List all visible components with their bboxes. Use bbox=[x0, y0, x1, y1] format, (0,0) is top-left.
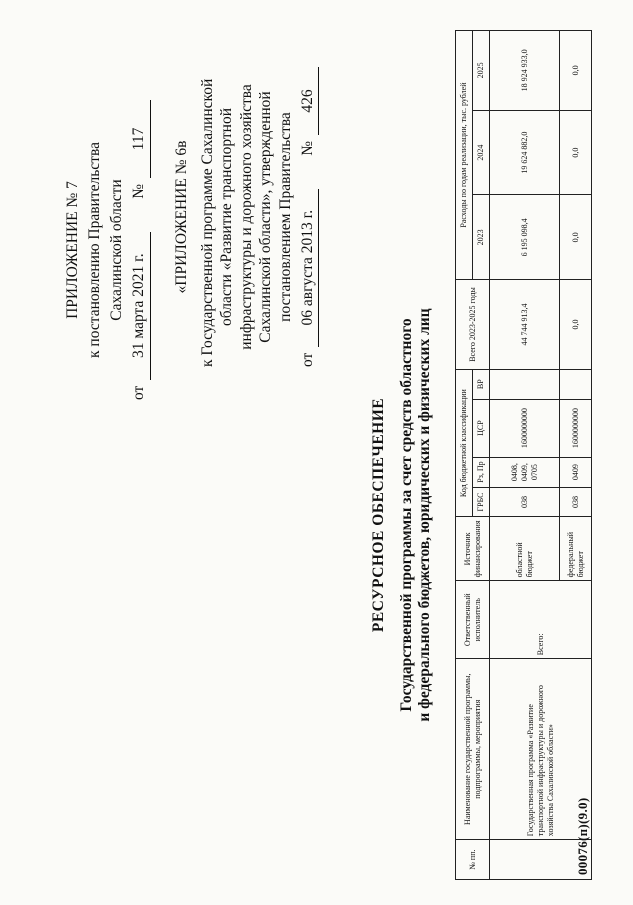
source-cell: областной бюджет bbox=[490, 517, 560, 581]
y2025-cell: 18 924 933,0 bbox=[490, 31, 560, 111]
header-name: Наименование государственной программы, подпрограммы, мероприятия bbox=[456, 659, 490, 840]
resource-table bbox=[455, 30, 592, 880]
program-name-cell: Государственная программа «Развитие транспортной инфраструктуры и дорожного хозяйства Сахалинской области» bbox=[490, 659, 592, 840]
header-2025: 2025 bbox=[473, 31, 490, 111]
document-code: 00076(п)(9.0) bbox=[575, 797, 590, 875]
csr-cell: 1600000000 bbox=[560, 399, 592, 457]
appendix-line-1: к постановлению Правительства bbox=[86, 142, 103, 358]
appendix-date: 31 марта 2021 г. bbox=[128, 232, 151, 380]
prev-appendix-date-row bbox=[298, 67, 319, 367]
y2024-cell: 19 624 882,0 bbox=[490, 110, 560, 195]
total-cell: 44 744 913,4 bbox=[490, 280, 560, 370]
header-2023: 2023 bbox=[473, 195, 490, 280]
csr-cell: 1600000000 bbox=[490, 399, 560, 457]
y2023-cell: 6 195 098,4 bbox=[490, 195, 560, 280]
title-line-1: Государственной программы за счет средств областного bbox=[398, 318, 415, 712]
appendix-header bbox=[62, 100, 151, 400]
prev-appendix-line-1: к Государственной программе Сахалинской bbox=[198, 78, 216, 367]
previous-appendix-header bbox=[172, 67, 319, 367]
header-expenses: Расходы по годам реализации, тыс. рублей bbox=[456, 31, 473, 280]
appendix-number-label: № bbox=[130, 184, 147, 199]
header-total: Всего 2023-2025 годы bbox=[456, 280, 490, 370]
document-title bbox=[370, 125, 434, 905]
prev-appendix-title: «ПРИЛОЖЕНИЕ № 6в bbox=[173, 140, 190, 294]
source-cell: федеральный бюджет bbox=[560, 517, 592, 581]
title-line-2: и федерального бюджетов, юридических и физических лиц bbox=[416, 308, 433, 722]
prev-appendix-line-3: инфраструктуры и дорожного хозяйства bbox=[237, 84, 255, 350]
prev-appendix-date: 06 августа 2013 г. bbox=[298, 189, 319, 347]
prev-appendix-line-4: Сахалинской области», утвержденной bbox=[257, 91, 274, 343]
appendix-number: 117 bbox=[128, 100, 151, 178]
table-row bbox=[490, 31, 560, 880]
rz-pr-cell: 0409 bbox=[560, 457, 592, 487]
vr-cell bbox=[490, 369, 560, 399]
header-budget-code: Код бюджетной классификации bbox=[456, 369, 473, 517]
appendix-line-2: Сахалинской области bbox=[108, 179, 125, 321]
header-source: Источник финансирования bbox=[456, 517, 490, 581]
header-rz-pr: Рз, Пр bbox=[473, 457, 490, 487]
vr-cell bbox=[560, 369, 592, 399]
appendix-date-row bbox=[128, 100, 151, 400]
y2023-cell: 0,0 bbox=[560, 195, 592, 280]
appendix-title: ПРИЛОЖЕНИЕ № 7 bbox=[64, 181, 81, 319]
prev-appendix-number-label: № bbox=[299, 141, 316, 156]
grbs-cell: 038 bbox=[560, 487, 592, 517]
header-2024: 2024 bbox=[473, 110, 490, 195]
rz-pr-cell: 0408, 0409, 0705 bbox=[490, 457, 560, 487]
executor-cell: Всего: bbox=[490, 581, 592, 659]
title-heading: РЕСУРСНОЕ ОБЕСПЕЧЕНИЕ bbox=[370, 397, 387, 633]
y2025-cell: 0,0 bbox=[560, 31, 592, 111]
prev-appendix-line-2: области «Развитие транспортной bbox=[218, 108, 235, 326]
header-grbs: ГРБС bbox=[473, 487, 490, 517]
header-num: № пп. bbox=[456, 840, 490, 880]
header-vr: ВР bbox=[473, 369, 490, 399]
y2024-cell: 0,0 bbox=[560, 110, 592, 195]
header-executor: Ответственный исполнитель bbox=[456, 581, 490, 659]
prev-appendix-from-label: от bbox=[299, 352, 316, 367]
appendix-from-label: от bbox=[130, 385, 147, 400]
prev-appendix-line-5: постановлением Правительства bbox=[276, 112, 294, 322]
prev-appendix-number: 426 bbox=[298, 67, 319, 135]
header-csr: ЦСР bbox=[473, 399, 490, 457]
grbs-cell: 038 bbox=[490, 487, 560, 517]
total-cell: 0,0 bbox=[560, 280, 592, 370]
